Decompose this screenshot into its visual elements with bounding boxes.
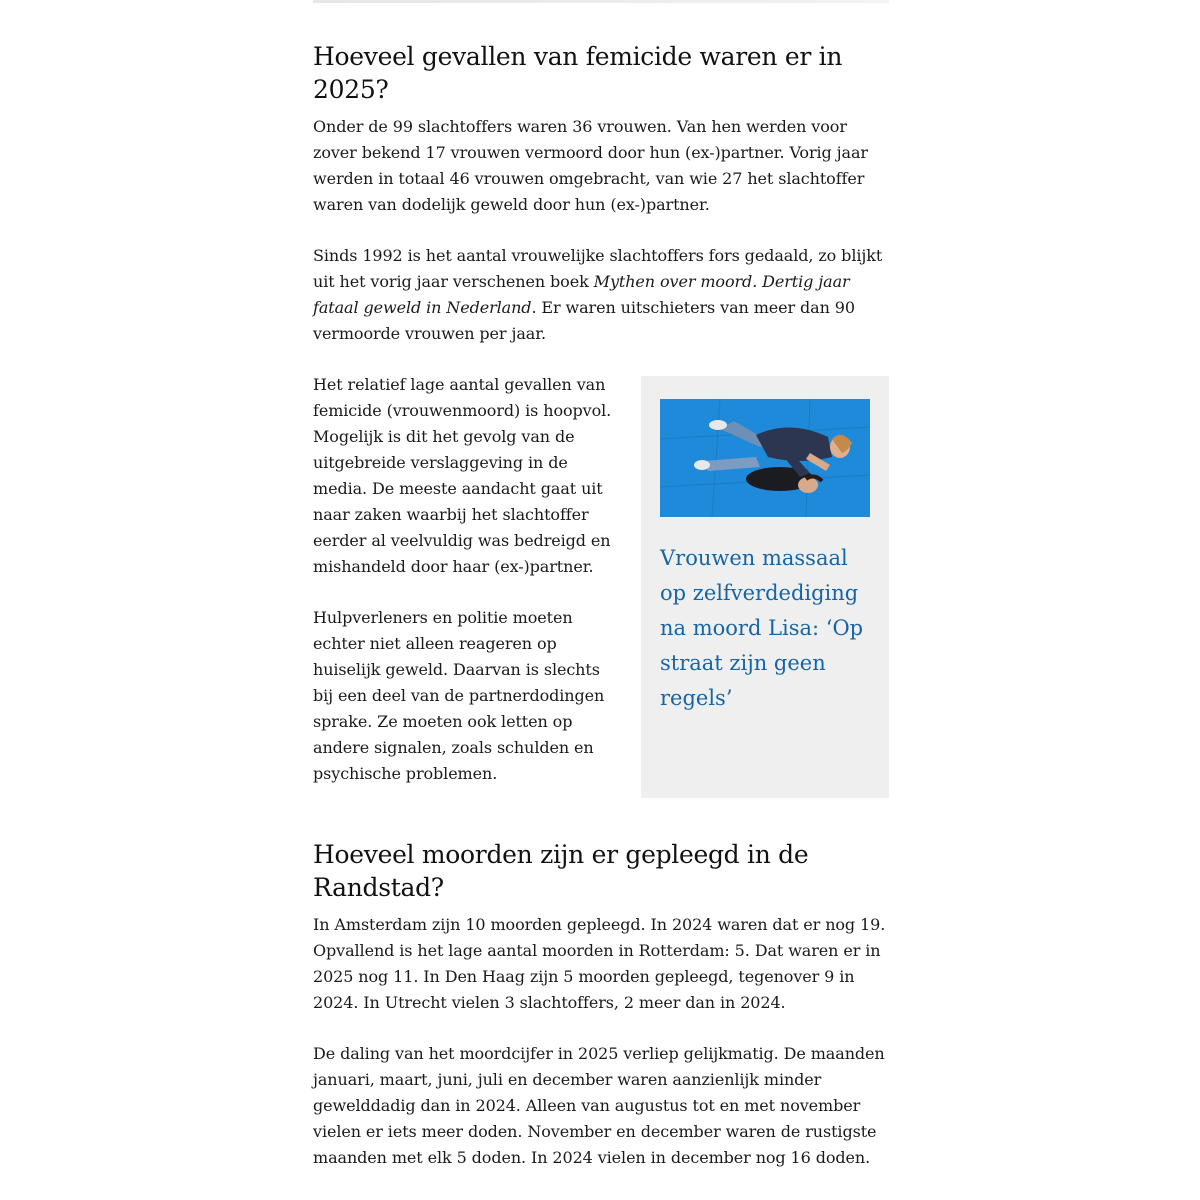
paragraph-text: Sinds 1992 is het aantal vrouwelijke slachtoffers fors gedaald, zo blijkt uit het vorig jaar verschenen boek <box>313 246 883 291</box>
section-heading-femicide: Hoeveel gevallen van femicide waren er in 2025? <box>313 42 843 104</box>
paragraph-randstad-2: De daling van het moordcijfer in 2025 verliep gelijkmatig. De maanden januari, maart, juni, juli en december waren aanzienlijk minder gewelddadig dan in 2024. Alleen van augustus tot en met november vielen er iets meer doden. November en december waren de rustigste maanden met elk 5 doden. In 2024 vielen in december nog 16 doden. <box>313 1044 885 1167</box>
paragraph-femicide-2 <box>313 243 889 347</box>
self-defense-photo[interactable] <box>660 399 870 517</box>
self-defense-photo-illustration <box>660 399 870 517</box>
paragraph-femicide-1: Onder de 99 slachtoffers waren 36 vrouwen. Van hen werden voor zover bekend 17 vrouwen vermoord door hun (ex-)partner. Vorig jaar werden in totaal 46 vrouwen omgebracht, van wie 27 het slachtoffer waren van dodelijk geweld door hun (ex-)partner. <box>313 117 868 214</box>
section-heading-randstad: Hoeveel moorden zijn er gepleegd in de Randstad? <box>313 840 809 902</box>
article-body <box>313 40 889 1196</box>
section-randstad <box>313 838 889 1171</box>
paragraph-text: . Er waren uitschieters van meer dan 90 vermoorde vrouwen per jaar. <box>313 298 855 343</box>
related-article-box[interactable] <box>641 376 889 798</box>
book-title: Mythen over moord. Dertig jaar fataal geweld in Nederland <box>313 272 850 317</box>
paragraph-femicide-4: Hulpverleners en politie moeten echter niet alleen reageren op huiselijk geweld. Daarvan is slechts bij een deel van de partnerdodingen sprake. Ze moeten ook letten op andere signalen, zoals schulden en psychische problemen. <box>313 608 605 783</box>
paragraph-femicide-3: Het relatief lage aantal gevallen van femicide (vrouwenmoord) is hoopvol. Mogelijk is dit het gevolg van de uitgebreide verslaggeving in de media. De meeste aandacht gaat uit naar zaken waarbij het slachtoffer eerder al veelvuldig was bedreigd en mishandeld door haar (ex-)partner. <box>313 375 612 576</box>
top-divider <box>313 0 889 3</box>
related-article-link[interactable]: Vrouwen massaal op zelfverdediging na moord Lisa: ‘Op straat zijn geen regels’ <box>660 546 864 710</box>
paragraph-randstad-1: In Amsterdam zijn 10 moorden gepleegd. In 2024 waren dat er nog 19. Opvallend is het lage aantal moorden in Rotterdam: 5. Dat waren er in 2025 nog 11. In Den Haag zijn 5 moorden gepleegd, tegenover 9 in 2024. In Utrecht vielen 3 slachtoffers, 2 meer dan in 2024. <box>313 915 886 1012</box>
